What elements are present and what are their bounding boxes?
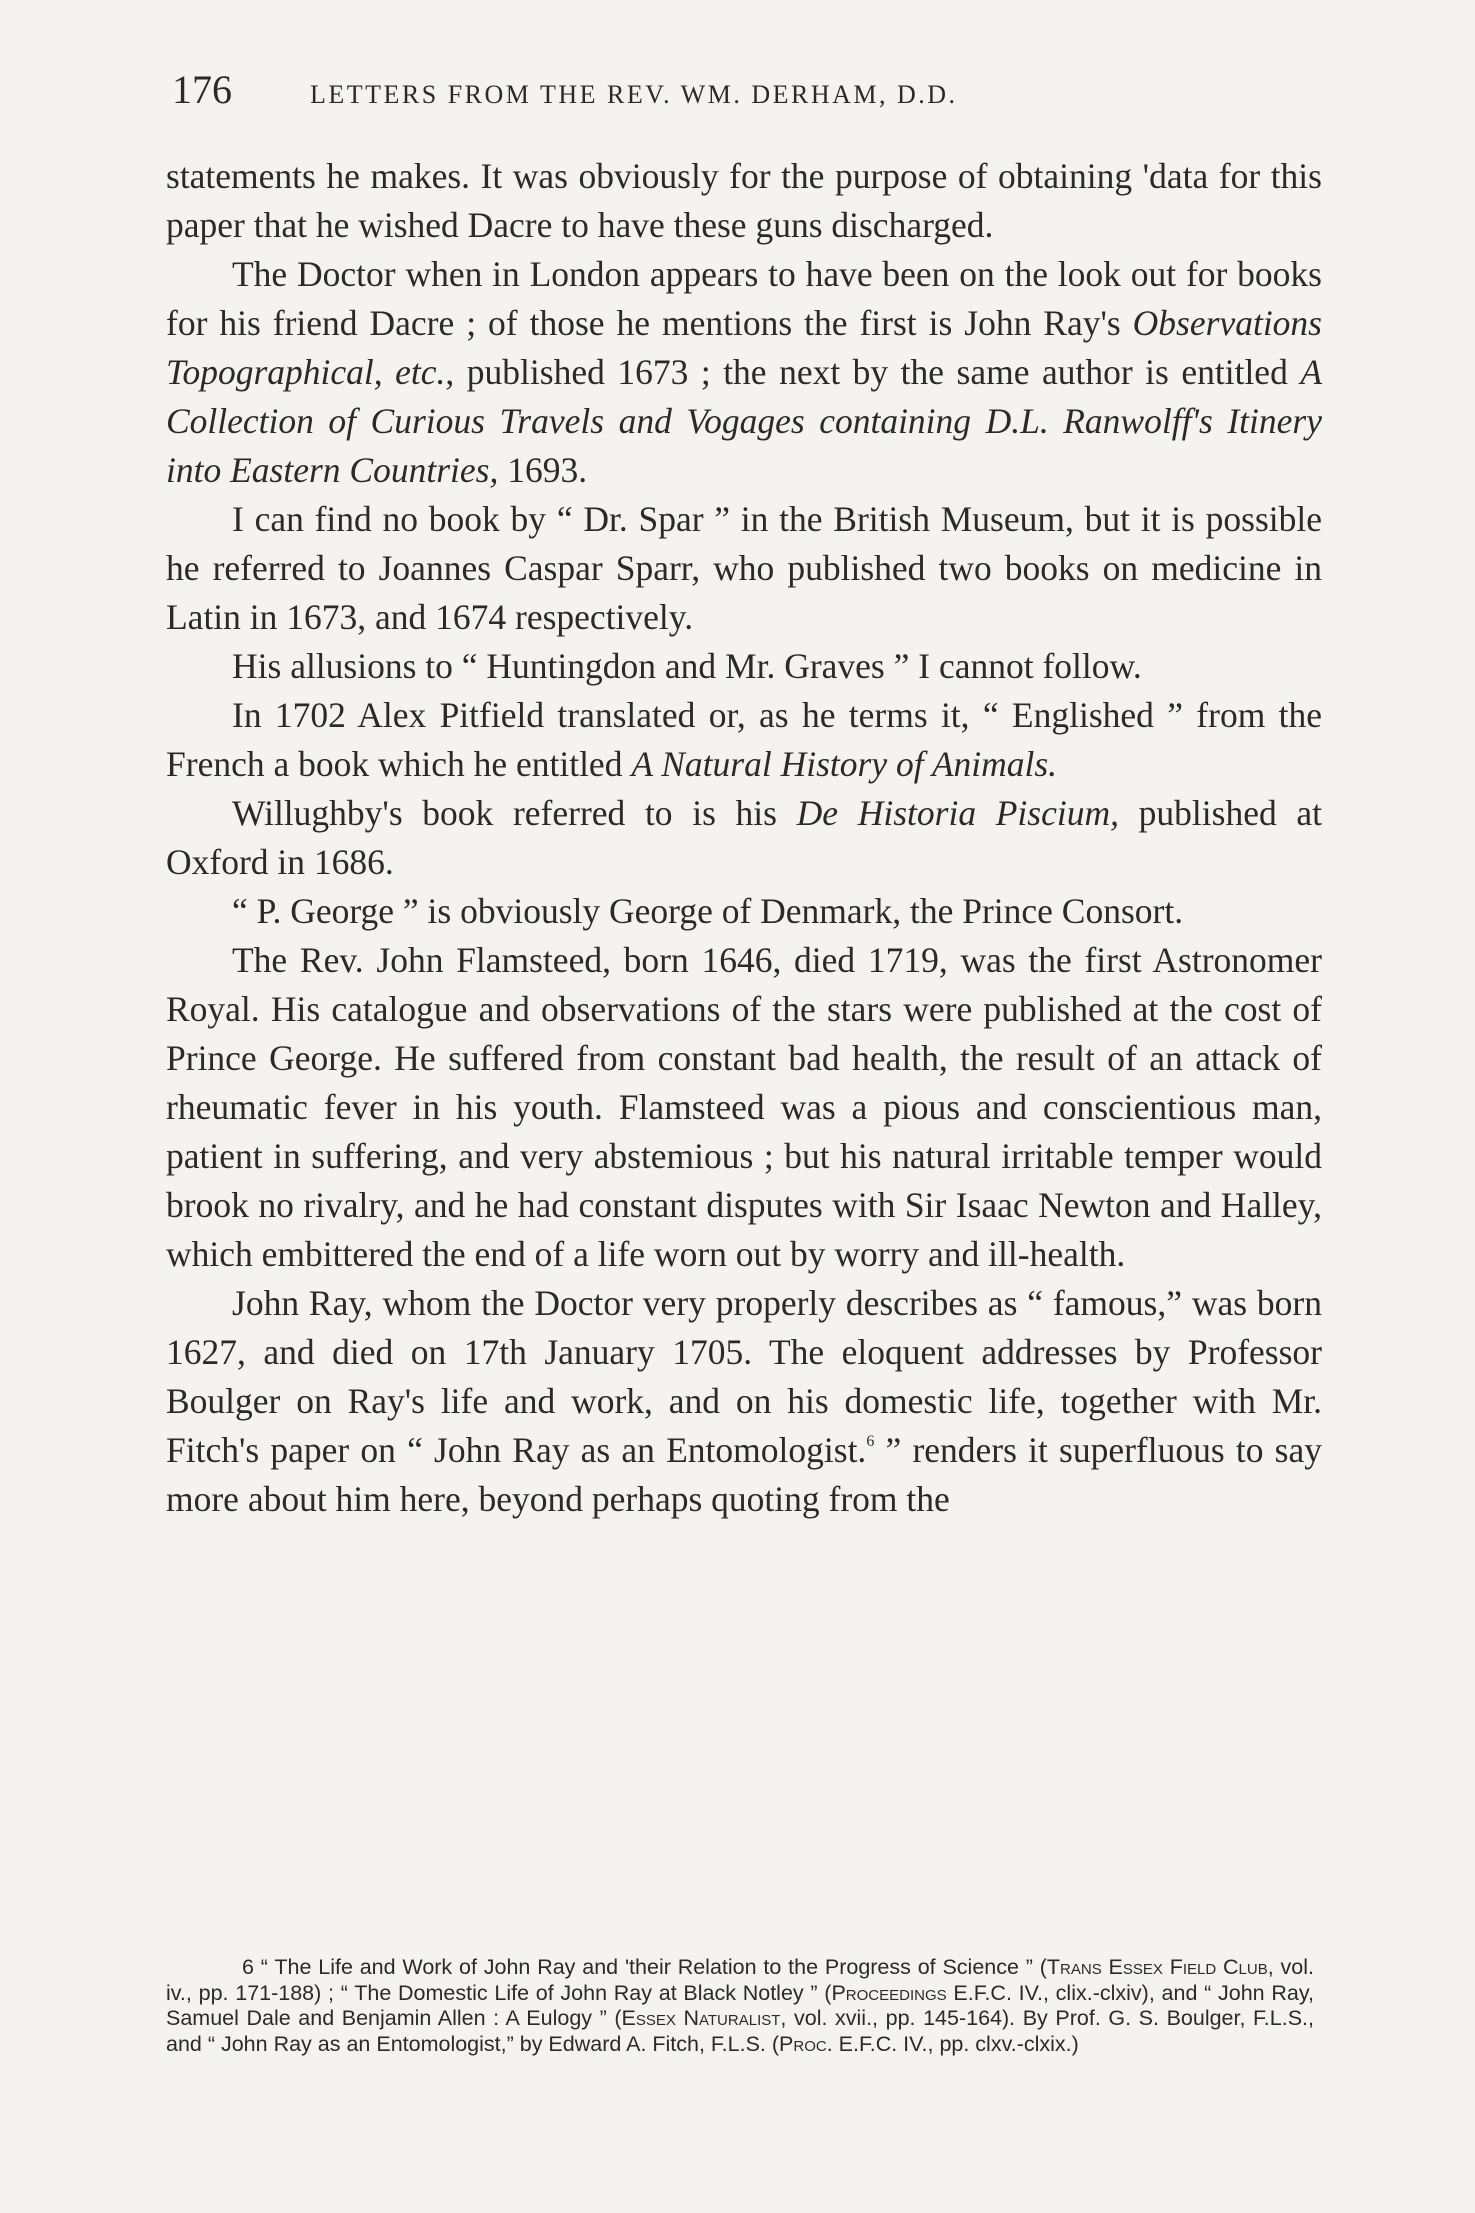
paragraph-9 [166,1279,1322,1524]
p6-title: De Historia Piscium, [796,793,1119,833]
p2-text: The Doctor when in London appears to have been on the look out for books for his friend Dacre ; of those he mentions the first is John Ray's [166,254,1322,343]
paragraph-6 [166,789,1322,887]
paragraph-2 [166,250,1322,495]
fn-text-3: E.F.C. IV., clix.-clxiv), and “ John Ray, Samuel Dale and Benjamin Allen : A Eulogy ” ( [166,1980,1314,2030]
page-header [172,66,1322,126]
fn-journal-trans: Trans Essex Field Club [1046,1955,1268,1979]
page-number: 176 [172,67,232,112]
fn-journal-proc: Proc. [779,2031,833,2056]
body-text [166,152,1322,1524]
paragraph-1: statements he makes. It was obviously for the purpose of obtaining 'data for this paper that he wished Dacre to have these guns discharged. [166,156,1322,245]
p5-text: In 1702 Alex Pitfield translated or, as he terms it, “ Englished ” from the French a book which he entitled [166,695,1322,784]
p2-text-2: , published 1673 ; the next by the same author is entitled [445,352,1301,392]
p6-text: Willughby's book referred to is his [232,793,797,833]
p2-title-collection: A Collection of Curious Travels and Vogages containing D.L. Ranwolff's Itinery into Eastern Countries, [166,352,1323,490]
paragraph-8: The Rev. John Flamsteed, born 1646, died 1719, was the first Astronomer Royal. His catalogue and observations of the stars were published at the cost of Prince George. He suffered from constant bad health, the result of an attack of rheumatic fever in his youth. Flamsteed was a pious and conscientious man, patient in suffering, and very abstemious ; but his natural irritable temper would brook no rivalry, and he had constant disputes with Sir Isaac Newton and Halley, which embittered the end of a life worn out by worry and ill-health. [166,940,1322,1274]
running-title: LETTERS FROM THE REV. WM. DERHAM, D.D. [310,80,958,109]
p2-title-observations: Observations Topographical, etc. [166,303,1322,392]
paragraph-5 [166,691,1322,789]
fn-text-1: 6 “ The Life and Work of John Ray and 'their Relation to the Progress of Science ” ( [242,1955,1047,1979]
fn-text-5: E.F.C. IV., pp. clxv.-clxix.) [832,2031,1079,2056]
fn-text-2: , vol. iv., pp. 171-188) ; “ The Domestic Life of John Ray at Black Notley ” ( [166,1955,1315,2005]
fn-journal-naturalist: Essex Naturalist [621,2006,781,2030]
paragraph-4: His allusions to “ Huntingdon and Mr. Graves ” I cannot follow. [232,646,1142,686]
footnote [166,1955,1314,2057]
p6-text-2: published at Oxford in 1686. [166,793,1322,882]
footnote-ref[interactable]: 6 [866,1433,875,1450]
p5-title: A Natural History of Animals. [631,744,1058,784]
paragraph-3: I can find no book by “ Dr. Spar ” in the British Museum, but it is possible he referred to Joannes Caspar Sparr, who published two books on medicine in Latin in 1673, and 1674 respectively. [166,499,1322,637]
p9-text: John Ray, whom the Doctor very properly describes as “ famous,” was born 1627, and died on 17th January 1705. The eloquent addresses by Professor Boulger on Ray's life and work, and on his domestic life, together with Mr. Fitch's paper on “ John Ray as an Entomologist. [166,1283,1322,1470]
p9-text-2: ” renders it superfluous to say more about him here, beyond perhaps quoting from the [166,1430,1322,1519]
p2-text-3: 1693. [498,450,588,490]
fn-journal-proceedings: Proceedings [831,1980,947,2005]
fn-text-4: , vol. xvii., pp. 145-164). By Prof. G. S. Boulger, F.L.S., and “ John Ray as an Entomologist,” by Edward A. Fitch, F.L.S. ( [166,2006,1314,2056]
paragraph-7: “ P. George ” is obviously George of Denmark, the Prince Consort. [232,891,1184,931]
